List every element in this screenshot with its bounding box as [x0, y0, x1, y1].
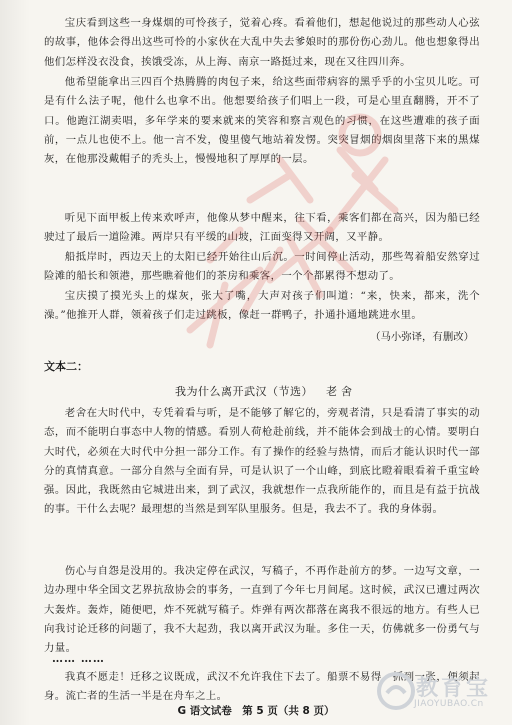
site-logo — [376, 671, 506, 715]
text1-attribution: （马小弥译，有删改） — [370, 331, 474, 343]
text1-paragraph-2: 他希望能拿出三四百个热腾腾的肉包子来，给这些面带病容的黑乎乎的小宝贝儿吃。可是有什么法子呢，他什么也拿不出。他想要给孩子们唱上一段，可是心里直翻腾，开不了口。他跑江湖卖唱，多年学来的要来就来的笑容和察言观色的习惯，在这些遭难的孩子面前，一点儿也使不上。他一言不发，傻里傻气地站着发愣。突突冒烟的烟囱里落下来的黑煤灰，在他那没戴帽子的秃头上，慢慢地积了厚厚的一层。 — [44, 76, 480, 166]
ellipsis-marker: …… …… — [52, 652, 105, 665]
text2-heading: 文本二： — [44, 360, 88, 373]
text1-paragraph-5: 宝庆摸了摸光头上的煤灰，张大了嘴，大声对孩子们叫道：“来，快来，都来，洗个澡。”他推开人群，领着孩子们走过跳板，像赶一群鸭子，扑通扑通地跳进水里。 — [44, 290, 480, 322]
page-footer: G 语文试卷 第 5 页（共 8 页） — [177, 705, 335, 717]
text2-paragraph-1: 老舍在大时代中，专凭着看与听，是不能够了解它的，旁观者清，只是看清了事实的动态，而不能明白事态中人物的情感。看别人荷枪赴前线，并不能体会到战士的心情。要明白大时代，必须在大时代中分担一部分工作。有了操作的经验与热情，而后才能认识时代一部分的真情真意。一部分自然与全面有异，可是认识了一个山峰，到底比瞪着眼看着千重宝岭强。因此，我既然由它城进出来，到了武汉，我就想作一点我所能作的，而且是有益于抗战的事。干什么去呢？最理想的当然是到军队里服务。但是，我去不了。我的身体弱。 — [44, 407, 480, 516]
text1-paragraph-1: 宝庆看到这些一身煤烟的可怜孩子，觉着心疼。看着他们，想起他说过的那些动人心弦的故事，他体会得出这些可怜的小家伙在大乱中失去爹娘时的那份伤心劲儿。他也想象得出他们怎样没衣没食，挨饿受冻，从上海、南京一路挺过来，现在又往四川奔。 — [44, 17, 480, 68]
text2-title: 我为什么离开武汉（节选） — [175, 385, 313, 398]
text2-author: 老舍 — [326, 385, 356, 398]
logo-url: JIAOYUBAO.Cn — [414, 699, 484, 709]
text1-paragraph-4: 船抵岸时，西边天上的太阳已经开始往山后沉。一时间停止活动，那些驾着船安然穿过险滩的船长和领港，那些瞧着他们的茶房和乘客，一个个都累得不想动了。 — [44, 251, 480, 283]
page-edge-shadow — [0, 0, 30, 725]
text2-closing-paragraph: 我真不愿走！迁移之议既成，武汉不允许我住下去了。船票不易得，抓到一张，便须起身。流亡者的生活一半是在舟车之上。 — [44, 671, 480, 703]
text1-paragraph-3: 听见下面甲板上传来欢呼声，他像从梦中醒来，往下看，乘客们都在高兴，因为船已经驶过了最后一道险滩。两岸只有平缓的山坡，江面变得又开阔，又平静。 — [44, 212, 480, 244]
text2-paragraph-2: 伤心与自怨是没用的。我决定停在武汉，写稿子，不再作赴前方的梦。一边写文章，一边办理中华全国文艺界抗敌协会的事务，一直到了今年七月间尾。这时候，武汉已遭过两次大轰炸。轰炸，随便吧，炸不死就写稿子。炸弹有两次都落在离我不很远的地方。有些人已向我讨论迁移的问题了，我不大起劲，我以离开武汉为耻。多住一天，仿佛就多一份勇气与力量。 — [44, 565, 480, 655]
logo-icon — [376, 671, 416, 711]
logo-text: 教育宝 — [416, 676, 492, 701]
